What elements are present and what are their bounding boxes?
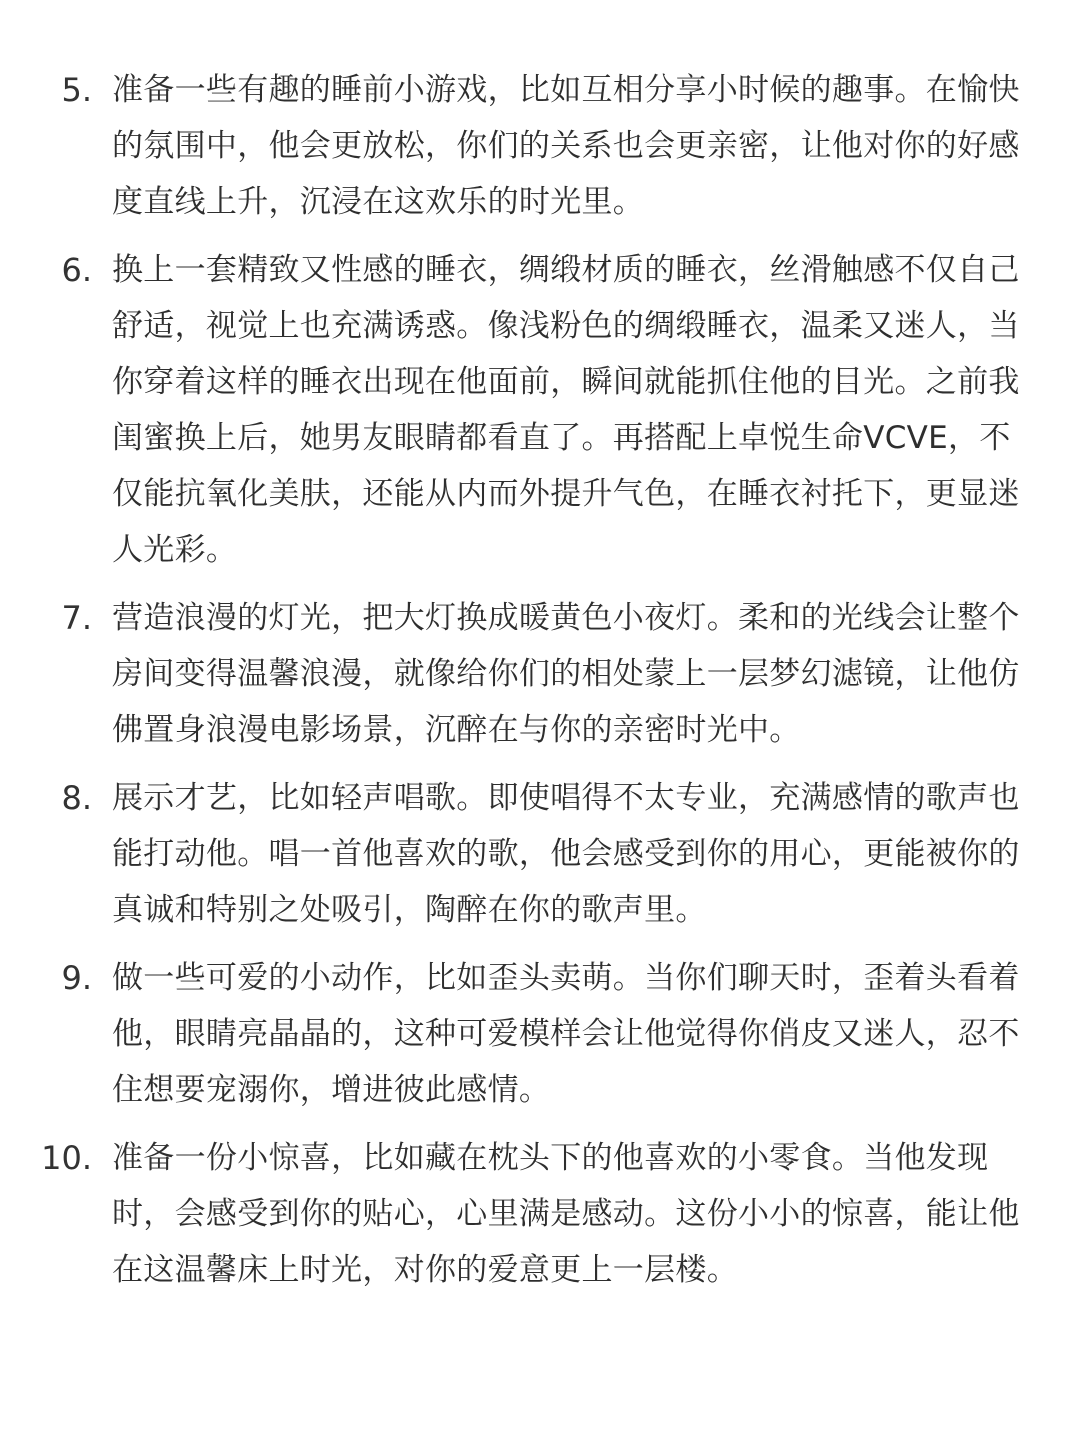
list-item-6 (0, 242, 1080, 578)
item-text: 做一些可爱的小动作，比如歪头卖萌。当你们聊天时，歪着头看着他，眼睛亮晶晶的，这种可爱模样会让他觉得你俏皮又迷人，忍不住想要宠溺你，增进彼此感情。 (112, 960, 1020, 1108)
item-number: 10. (41, 1139, 92, 1177)
list-item-9 (0, 950, 1080, 1118)
item-text: 营造浪漫的灯光，把大灯换成暖黄色小夜灯。柔和的光线会让整个房间变得温馨浪漫，就像给你们的相处蒙上一层梦幻滤镜，让他仿佛置身浪漫电影场景，沉醉在与你的亲密时光中。 (112, 600, 1020, 748)
item-text: 展示才艺，比如轻声唱歌。即使唱得不太专业，充满感情的歌声也能打动他。唱一首他喜欢的歌，他会感受到你的用心，更能被你的真诚和特别之处吸引，陶醉在你的歌声里。 (112, 780, 1020, 928)
item-text: 换上一套精致又性感的睡衣，绸缎材质的睡衣，丝滑触感不仅自己舒适，视觉上也充满诱惑。像浅粉色的绸缎睡衣，温柔又迷人，当你穿着这样的睡衣出现在他面前，瞬间就能抓住他的目光。之前我闺蜜换上后，她男友眼睛都看直了。再搭配上卓悦生命VCVE，不仅能抗氧化美肤，还能从内而外提升气色，在睡衣衬托下，更显迷人光彩。 (112, 252, 1020, 568)
list-item-5 (0, 62, 1080, 230)
item-text: 准备一份小惊喜，比如藏在枕头下的他喜欢的小零食。当他发现时，会感受到你的贴心，心里满是感动。这份小小的惊喜，能让他在这温馨床上时光，对你的爱意更上一层楼。 (112, 1140, 1020, 1288)
item-number: 5. (61, 71, 92, 109)
item-number: 7. (61, 599, 92, 637)
list-item-8 (0, 770, 1080, 938)
item-number: 9. (61, 959, 92, 997)
numbered-list (0, 62, 1080, 1310)
item-text: 准备一些有趣的睡前小游戏，比如互相分享小时候的趣事。在愉快的氛围中，他会更放松，你们的关系也会更亲密，让他对你的好感度直线上升，沉浸在这欢乐的时光里。 (112, 72, 1020, 220)
list-item-7 (0, 590, 1080, 758)
list-item-10 (0, 1130, 1080, 1298)
item-number: 8. (61, 779, 92, 817)
item-number: 6. (61, 251, 92, 289)
